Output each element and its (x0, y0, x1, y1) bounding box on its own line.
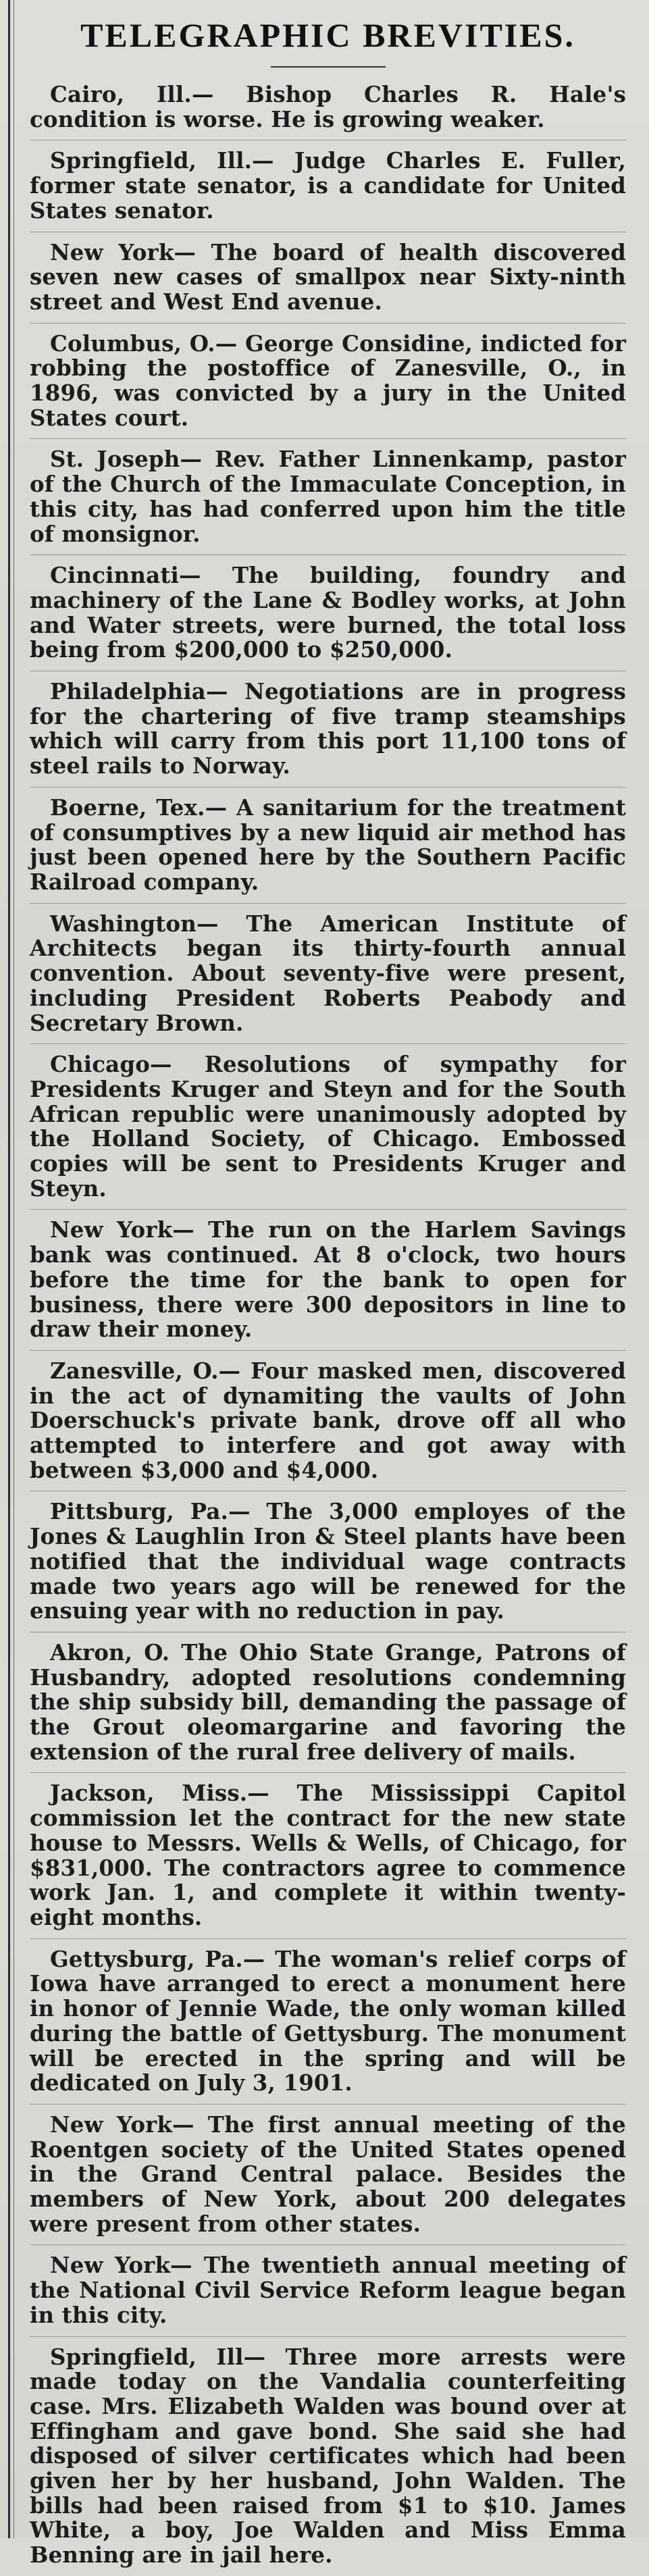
news-item (30, 788, 626, 904)
headline-rule (271, 66, 386, 68)
news-item-dateline: New York— (50, 239, 197, 265)
news-item-dateline: Washington— (50, 910, 219, 937)
news-item-dateline: Cairo, Ill.— (50, 82, 214, 107)
news-item-dateline: New York— (50, 2252, 192, 2279)
news-item (30, 140, 626, 232)
news-item-dateline: Gettysburg, Pa.— (50, 1946, 265, 1972)
news-item-text: Resolutions of sympathy for Presidents Kruger and Steyn and for the South African republic were unanimously adopted by the Holland Society, of Chicago. Embossed copies will be sent to Presidents Kruger and Steyn. (30, 1052, 626, 1202)
news-item-text: The board of health discovered seven new cases of smallpox near Sixty-ninth street and West End avenue. (30, 239, 627, 315)
news-item-dateline: Chicago— (50, 1052, 172, 1078)
news-items (30, 74, 626, 2576)
news-item (30, 2245, 626, 2336)
news-item-text: The building, foundry and machinery of the Lane & Bodley works, at John and Water streets, were burned, the total loss being from $200,000 to $250,000. (30, 563, 627, 663)
news-item (30, 904, 626, 1045)
news-item-text: The first annual meeting of the Roentgen society of the United States opened in the Grand Central palace. Besides the members of New York, about 200 delegates were present from other states. (30, 2111, 626, 2237)
news-item-text: Four masked men, discovered in the act of dynamiting the vaults of John Doerschuck's private bank, drove off all who attempted to interfere and got away with between $3,000 and $4,000. (30, 1358, 627, 1483)
news-item-dateline: St. Joseph— (50, 446, 203, 473)
news-item-dateline: Cincinnati— (50, 563, 201, 589)
news-item-dateline: Columbus, O.— (50, 330, 238, 357)
news-item-dateline: Pittsburg, Pa.— (50, 1499, 251, 1525)
news-item (30, 1351, 626, 1492)
news-item-dateline: Springfield, Ill.— (50, 148, 274, 174)
news-item-text: Negotiations are in progress for the chartering of five tramp steamships which will carry from this port 11,100 tons of steel rails to Norway. (30, 679, 627, 779)
news-item-text: Bishop Charles R. Hale's condition is worse. He is growing weaker. (30, 82, 627, 132)
news-item-dateline: Jackson, Miss.— (50, 1780, 269, 1807)
news-item (30, 232, 626, 324)
news-item (30, 2105, 626, 2246)
news-item-text: George Considine, indicted for robbing the postoffice of Zanesville, O., in 1896, was convicted by a jury in the United States court. (30, 330, 626, 431)
news-item-dateline: Philadelphia— (50, 679, 228, 705)
news-item (30, 1491, 626, 1632)
news-item (30, 324, 626, 440)
news-item (30, 1939, 626, 2105)
headline: TELEGRAPHIC BREVITIES. (80, 16, 575, 54)
news-item (30, 1210, 626, 1351)
news-item-text: The run on the Harlem Savings bank was continued. At 8 o'clock, two hours before the time for the bank to open for business, there were 300 depositors in line to draw their money. (30, 1217, 627, 1343)
news-item (30, 1044, 626, 1210)
news-item-text: Judge Charles E. Fuller, former state senator, is a candidate for United States senator. (30, 148, 626, 224)
news-item (30, 1773, 626, 1938)
news-item-dateline: Zanesville, O.— (50, 1358, 241, 1384)
news-item-text: The 3,000 employes of the Jones & Laughlin Iron & Steel plants have been notified that the individual wage contracts made two years ago will be renewed for the ensuing year with no reduction in pay. (30, 1499, 626, 1624)
news-item-text: The woman's relief corps of Iowa have arranged to erect a monument here in honor of Jennie Wade, the only woman killed during the battle of Gettysburg. The monument will be erected in the spring and will be dedicated on July 3, 1901. (30, 1946, 626, 2096)
news-item-text: The American Institute of Architects began its thirty-fourth annual convention. About seventy-five were present, including President Roberts Peabody and Secretary Brown. (30, 910, 626, 1036)
news-item (30, 439, 626, 555)
news-item-text: Three more arrests were made today on the Vandalia counterfeiting case. Mrs. Elizabeth Walden was bound over at Effingham and gave bond. She said she had disposed of silver certificates which had been given her by her husband, John Walden. The bills had been raised from $1 to $10. James White, a boy, Joe Walden and Miss Emma Benning are in jail here. (30, 2344, 626, 2569)
news-item-dateline: New York— (50, 2111, 194, 2138)
column-border (8, 0, 10, 2538)
news-item-text: Rev. Father Linnenkamp, pastor of the Church of the Immaculate Conception, in this city, has had conferred upon him the title of monsignor. (30, 446, 627, 547)
news-item-text: The twentieth annual meeting of the National Civil Service Reform league began in this city. (30, 2252, 627, 2328)
news-item-dateline: Springfield, Ill— (50, 2344, 266, 2370)
news-item-dateline: Akron, O. (50, 1639, 170, 1666)
news-item-text: The Mississippi Capitol commission let the contract for the new state house to Messrs. Wells & Wells, of Chicago, for $831,000. The contractors agree to commence work Jan. 1, and complete it within twenty-eight months. (30, 1780, 627, 1930)
news-item-dateline: New York— (50, 1217, 194, 1243)
news-item-text: A sanitarium for the treatment of consumptives by a new liquid air method has just been opened here by the Southern Pacific Railroad company. (30, 794, 627, 895)
news-item (30, 74, 626, 140)
news-item (30, 555, 626, 671)
news-item-dateline: Boerne, Tex.— (50, 794, 228, 821)
news-item (30, 2337, 626, 2576)
news-item (30, 671, 626, 788)
news-item (30, 1632, 626, 1774)
news-item-text: The Ohio State Grange, Patrons of Husbandry, adopted resolutions condemning the ship subsidy bill, demanding the passage of the Grout oleomargarine and favoring the extension of the rural free delivery of mails. (30, 1639, 626, 1765)
